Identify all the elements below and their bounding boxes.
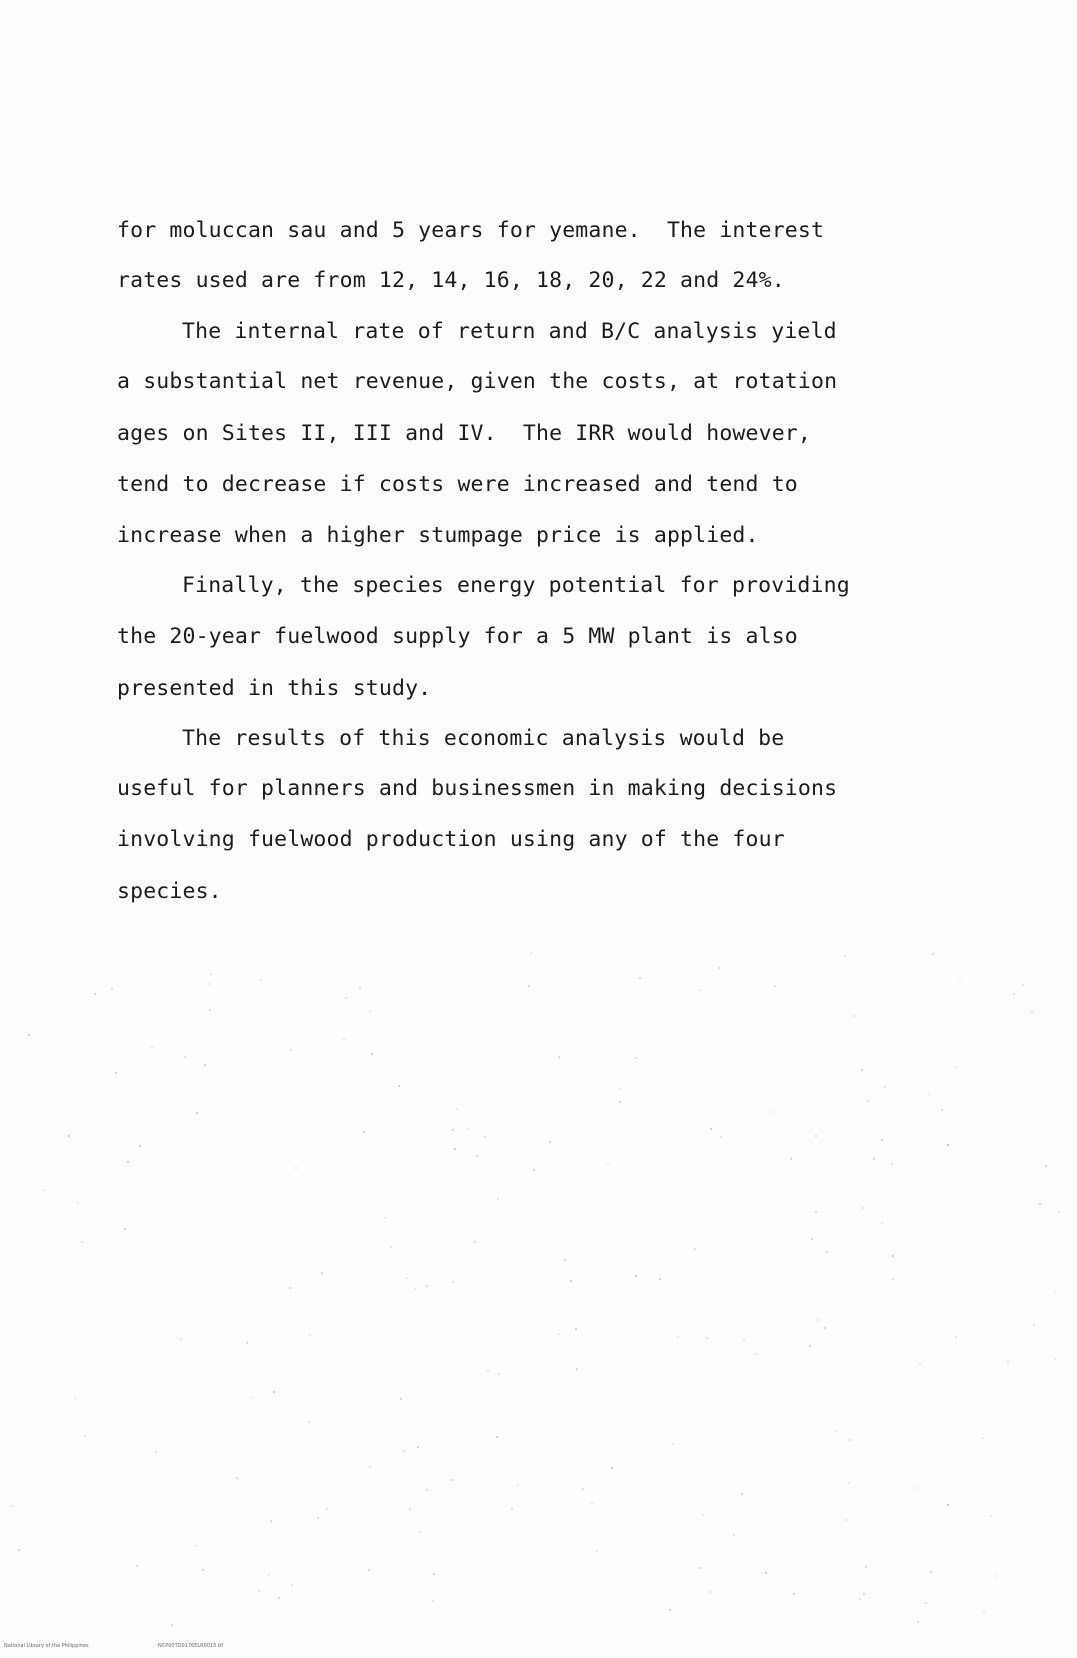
- scan-speck: [853, 1015, 855, 1017]
- scan-speck: [765, 1572, 767, 1574]
- scan-speck: [530, 952, 532, 954]
- scan-speck: [454, 1148, 456, 1150]
- scan-speck: [930, 1571, 932, 1573]
- scan-speck: [398, 1085, 400, 1087]
- scan-speck: [1013, 993, 1015, 995]
- scan-speck: [1033, 1324, 1035, 1326]
- scan-speck: [246, 1342, 248, 1344]
- scan-speck: [184, 1056, 186, 1058]
- text-line-7: increase when a higher stumpage price is applied.: [117, 523, 759, 548]
- scan-speck: [511, 1508, 513, 1510]
- scan-speck: [487, 1370, 489, 1372]
- scan-speck: [718, 967, 720, 969]
- scan-speck: [343, 1038, 345, 1040]
- scan-speck: [345, 997, 347, 999]
- scan-speck: [549, 1141, 551, 1143]
- scan-speck: [743, 1340, 745, 1342]
- scan-speck: [1039, 1203, 1041, 1205]
- scan-speck: [947, 1504, 949, 1506]
- scan-speck: [258, 1590, 260, 1592]
- text-line-5: ages on Sites II, III and IV. The IRR would however,: [117, 421, 811, 446]
- text-line-3: The internal rate of return and B/C analysis yield: [182, 319, 837, 344]
- scan-speck: [484, 1136, 486, 1138]
- scan-speck: [709, 1591, 711, 1593]
- scan-speck: [865, 1566, 867, 1568]
- scan-speck: [611, 1467, 613, 1469]
- scan-speck: [28, 1034, 30, 1036]
- scan-speck: [432, 1600, 434, 1602]
- footer-file-code: NCP00TD0176ELR0015.tif: [158, 1643, 224, 1649]
- scan-speck: [892, 1278, 894, 1280]
- scan-speck: [881, 1222, 883, 1224]
- text-line-8: Finally, the species energy potential for providing: [182, 573, 850, 598]
- scan-speck: [570, 1280, 572, 1282]
- scan-speck: [983, 1612, 985, 1614]
- scan-speck: [452, 1129, 454, 1131]
- scan-speck: [308, 1421, 310, 1423]
- scan-speck: [517, 1484, 519, 1486]
- text-line-14: species.: [117, 879, 222, 904]
- scan-speck: [467, 1128, 469, 1130]
- scan-speck: [496, 1436, 498, 1438]
- scan-speck: [575, 1328, 577, 1330]
- scan-speck: [278, 1597, 280, 1599]
- scan-speck: [1058, 1211, 1060, 1213]
- scan-speck: [406, 1277, 408, 1279]
- text-line-12: useful for planners and businessmen in making decisions: [117, 776, 838, 801]
- scan-speck: [635, 1057, 637, 1059]
- scan-speck: [982, 1437, 984, 1439]
- scan-speck: [845, 1519, 847, 1521]
- scan-speck: [793, 1593, 795, 1595]
- scan-speck: [273, 1391, 275, 1393]
- scan-speck: [809, 1345, 811, 1347]
- scan-speck: [74, 1398, 76, 1400]
- scan-speck: [196, 1112, 198, 1114]
- scan-speck: [451, 1479, 453, 1481]
- scan-speck: [959, 978, 961, 980]
- scan-speck: [115, 1072, 117, 1074]
- scan-speck: [591, 1502, 593, 1504]
- scan-speck: [914, 1487, 916, 1489]
- scan-speck: [151, 1046, 153, 1048]
- scan-speck: [371, 1053, 373, 1055]
- scan-speck: [706, 1337, 708, 1339]
- scan-speck: [295, 1167, 297, 1169]
- scan-speck: [928, 1093, 930, 1095]
- scan-speck: [891, 1163, 893, 1165]
- scan-speck: [892, 1255, 894, 1257]
- scan-speck: [204, 1064, 206, 1066]
- scan-speck: [848, 1482, 850, 1484]
- scan-speck: [582, 1488, 584, 1490]
- scan-speck: [835, 1430, 837, 1432]
- scan-speck: [403, 1450, 405, 1452]
- scan-speck: [419, 1531, 421, 1533]
- scan-speck: [111, 988, 113, 990]
- scan-speck: [884, 1086, 886, 1088]
- scan-speck: [127, 1161, 129, 1163]
- scan-speck: [699, 989, 701, 991]
- scan-speck: [863, 1593, 865, 1595]
- scan-speck: [672, 1443, 674, 1445]
- scan-speck: [619, 1088, 621, 1090]
- scan-speck: [268, 1574, 270, 1576]
- scan-speck: [533, 1169, 535, 1171]
- scan-speck: [941, 1109, 943, 1111]
- scan-speck: [369, 1466, 371, 1468]
- scan-speck: [1054, 1292, 1056, 1294]
- scan-speck: [859, 1598, 861, 1600]
- scan-speck: [873, 1158, 875, 1160]
- scan-speck: [84, 1435, 86, 1437]
- scan-speck: [1054, 1358, 1056, 1360]
- scan-speck: [309, 1334, 311, 1336]
- scan-speck: [11, 1505, 13, 1507]
- scan-speck: [659, 1278, 661, 1280]
- scan-speck: [1045, 1165, 1047, 1167]
- scan-speck: [400, 1398, 402, 1400]
- scan-speck: [558, 1056, 560, 1058]
- scan-speck: [417, 1446, 419, 1448]
- scan-speck: [596, 1550, 598, 1552]
- scan-speck: [39, 1615, 41, 1617]
- scan-speck: [260, 979, 262, 981]
- scan-speck: [639, 977, 641, 979]
- scan-speck: [844, 955, 846, 957]
- scan-speck: [289, 1287, 291, 1289]
- scan-speck: [368, 1569, 370, 1571]
- footer-library: National Library of the Philippines: [4, 1643, 89, 1649]
- scan-speck: [456, 1108, 458, 1110]
- text-line-11: The results of this economic analysis would be: [182, 726, 785, 751]
- scan-speck: [867, 1100, 869, 1102]
- text-line-1: for moluccan sau and 5 years for yemane. The interest: [117, 218, 825, 243]
- scan-speck: [291, 1584, 293, 1586]
- scan-speck: [564, 1259, 566, 1261]
- scan-speck: [317, 1517, 319, 1519]
- scan-speck: [321, 1272, 323, 1274]
- scan-speck: [155, 1451, 157, 1453]
- scan-speck: [996, 1575, 998, 1577]
- scan-speck: [619, 1101, 621, 1103]
- scan-speck: [947, 1144, 949, 1146]
- text-line-4: a substantial net revenue, given the costs, at rotation: [117, 369, 838, 394]
- scan-speck: [925, 1602, 927, 1604]
- scan-speck: [990, 1515, 992, 1517]
- scan-speck: [363, 1131, 365, 1133]
- scan-speck: [43, 1189, 45, 1191]
- scan-speck: [476, 1155, 478, 1157]
- scan-speck: [932, 953, 934, 955]
- scan-speck: [426, 1489, 428, 1491]
- scan-speck: [1007, 1361, 1009, 1363]
- scan-speck: [127, 1063, 129, 1065]
- scan-speck: [720, 1136, 722, 1138]
- scan-speck: [755, 1353, 757, 1355]
- scan-speck: [390, 1246, 392, 1248]
- scan-speck: [917, 1621, 919, 1623]
- scan-speck: [290, 1049, 292, 1051]
- scan-speck: [815, 1135, 817, 1137]
- scan-speck: [202, 1569, 204, 1571]
- scan-speck: [558, 1333, 560, 1335]
- scan-speck: [790, 1158, 792, 1160]
- scan-speck: [369, 1010, 371, 1012]
- scan-speck: [955, 1336, 957, 1338]
- scan-speck: [677, 1336, 679, 1338]
- scan-speck: [699, 1567, 701, 1569]
- scan-speck: [702, 1514, 704, 1516]
- scan-speck: [139, 1145, 141, 1147]
- scan-speck: [815, 1211, 817, 1213]
- scan-speck: [250, 1397, 252, 1399]
- scan-speck: [124, 1228, 126, 1230]
- scan-speck: [136, 1565, 138, 1567]
- scan-speck: [881, 1139, 883, 1141]
- scan-speck: [326, 1508, 328, 1510]
- scan-speck: [81, 1241, 83, 1243]
- scan-speck: [733, 1534, 735, 1536]
- scan-speck: [710, 1128, 712, 1130]
- scan-speck: [171, 1624, 173, 1626]
- scan-speck: [180, 1338, 182, 1340]
- scan-speck: [384, 1217, 386, 1219]
- scan-speck: [862, 1207, 864, 1209]
- scan-speck: [474, 1241, 476, 1243]
- scan-speck: [607, 1164, 609, 1166]
- text-line-13: involving fuelwood production using any of the four: [117, 827, 785, 852]
- scan-speck: [770, 1111, 772, 1113]
- scan-speck: [452, 1281, 454, 1283]
- scan-speck: [209, 1009, 211, 1011]
- scan-speck: [195, 1545, 197, 1547]
- scan-speck: [811, 1238, 813, 1240]
- scan-speck: [774, 985, 776, 987]
- scan-speck: [497, 1198, 499, 1200]
- scan-speck: [414, 1288, 416, 1290]
- scan-speck: [426, 1285, 428, 1287]
- scan-speck: [94, 993, 96, 995]
- scan-speck: [210, 973, 212, 975]
- scan-speck: [919, 1363, 921, 1365]
- scan-speck: [409, 1508, 411, 1510]
- scan-speck: [208, 983, 210, 985]
- scan-speck: [635, 1275, 637, 1277]
- scan-speck: [68, 1135, 70, 1137]
- text-line-10: presented in this study.: [117, 676, 432, 701]
- scan-speck: [669, 1609, 671, 1611]
- scan-speck: [359, 987, 361, 989]
- scan-speck: [694, 1248, 696, 1250]
- scan-speck: [528, 985, 530, 987]
- scan-speck: [270, 1520, 272, 1522]
- scan-speck: [498, 1373, 500, 1375]
- scan-speck: [824, 1327, 826, 1329]
- scan-speck: [741, 1493, 743, 1495]
- text-line-6: tend to decrease if costs were increased and tend to: [117, 472, 798, 497]
- text-line-9: the 20-year fuelwood supply for a 5 MW plant is also: [117, 624, 798, 649]
- scan-speck: [77, 1202, 79, 1204]
- scan-speck: [861, 1069, 863, 1071]
- scan-speck: [817, 1319, 819, 1321]
- scan-speck: [1022, 984, 1024, 986]
- scan-speck: [576, 1368, 578, 1370]
- scan-speck: [18, 1549, 20, 1551]
- scan-speck: [955, 1066, 957, 1068]
- scan-speck: [849, 1439, 851, 1441]
- scan-speck: [236, 1477, 238, 1479]
- scan-speck: [1031, 1011, 1033, 1013]
- text-line-2: rates used are from 12, 14, 16, 18, 20, 22 and 24%.: [117, 268, 785, 293]
- scan-speck: [433, 1573, 435, 1575]
- scan-speck: [826, 1251, 828, 1253]
